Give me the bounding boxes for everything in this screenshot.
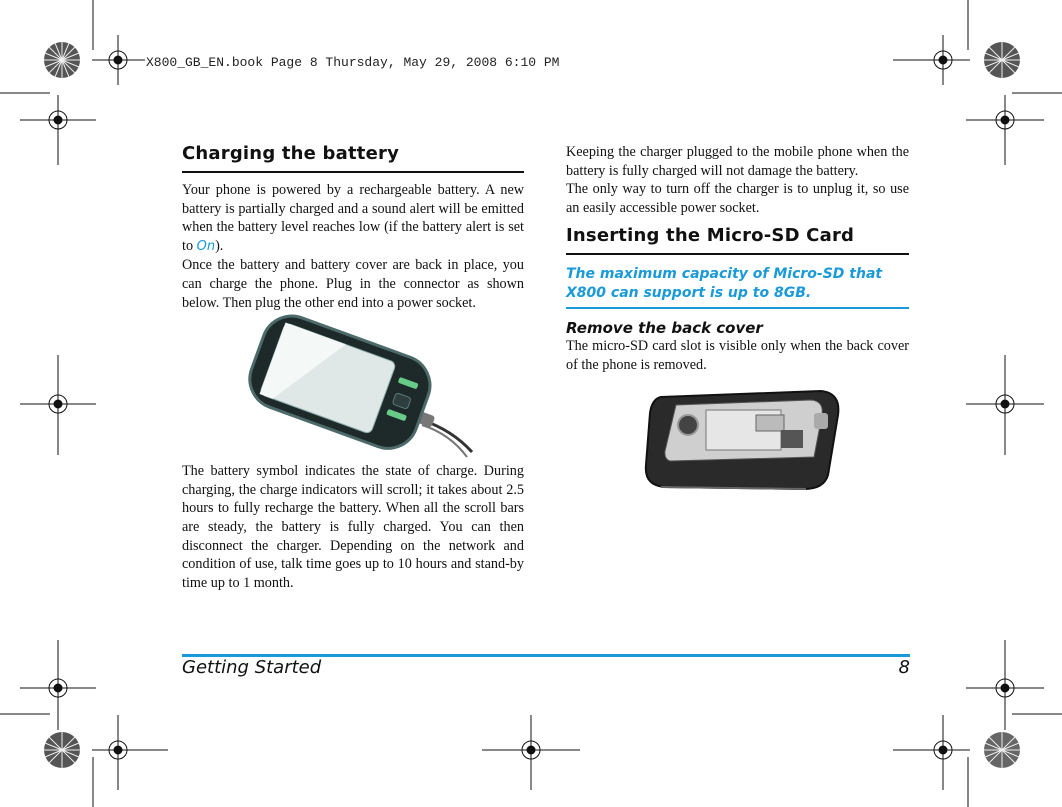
phone-charging-illustration bbox=[182, 312, 524, 462]
footer-section-name: Getting Started bbox=[182, 657, 322, 678]
charger-paragraph-2: The only way to turn off the charger is to unplug it, so use an easily accessible power socket. bbox=[566, 181, 909, 216]
charging-paragraph-1: Your phone is powered by a rechargeable battery. A new battery is partially charged and a sound alert will be emitted when the battery level reaches low (if the battery alert is set to On). bbox=[182, 182, 524, 254]
charging-paragraph-3: The battery symbol indicates the state of charge. During charging, the charge indicators will scroll; it takes about 2.5 hours to fully recharge the battery. When all the scroll bars are steady, the battery is fully charged. You can then disconnect the charger. Depending on the network and condition of use, talk time goes up to 10 hours and stand-by time up to 1 month. bbox=[182, 463, 524, 591]
print-header: X800_GB_EN.book Page 8 Thursday, May 29, 2008 6:10 PM bbox=[146, 55, 560, 70]
footer-page-number: 8 bbox=[898, 657, 910, 678]
microsd-paragraph: The micro-SD card slot is visible only when the back cover of the phone is removed. bbox=[566, 338, 909, 373]
phone-back-open-illustration bbox=[566, 385, 909, 495]
section-title-charging: Charging the battery bbox=[182, 143, 524, 173]
microsd-capacity-note: The maximum capacity of Micro-SD that X800 can support is up to 8GB. bbox=[566, 261, 909, 309]
charger-paragraph-1: Keeping the charger plugged to the mobile phone when the battery is fully charged will not damage the battery. bbox=[566, 144, 909, 179]
on-setting-text: On bbox=[196, 238, 216, 254]
right-column bbox=[566, 143, 909, 495]
charging-paragraph-2: Once the battery and battery cover are back in place, you can charge the phone. Plug in the connector as shown below. Then plug the other end into a power socket. bbox=[182, 257, 524, 311]
left-column bbox=[182, 143, 524, 592]
subtitle-remove-back-cover: Remove the back cover bbox=[566, 319, 763, 338]
section-title-microsd: Inserting the Micro-SD Card bbox=[566, 225, 909, 255]
